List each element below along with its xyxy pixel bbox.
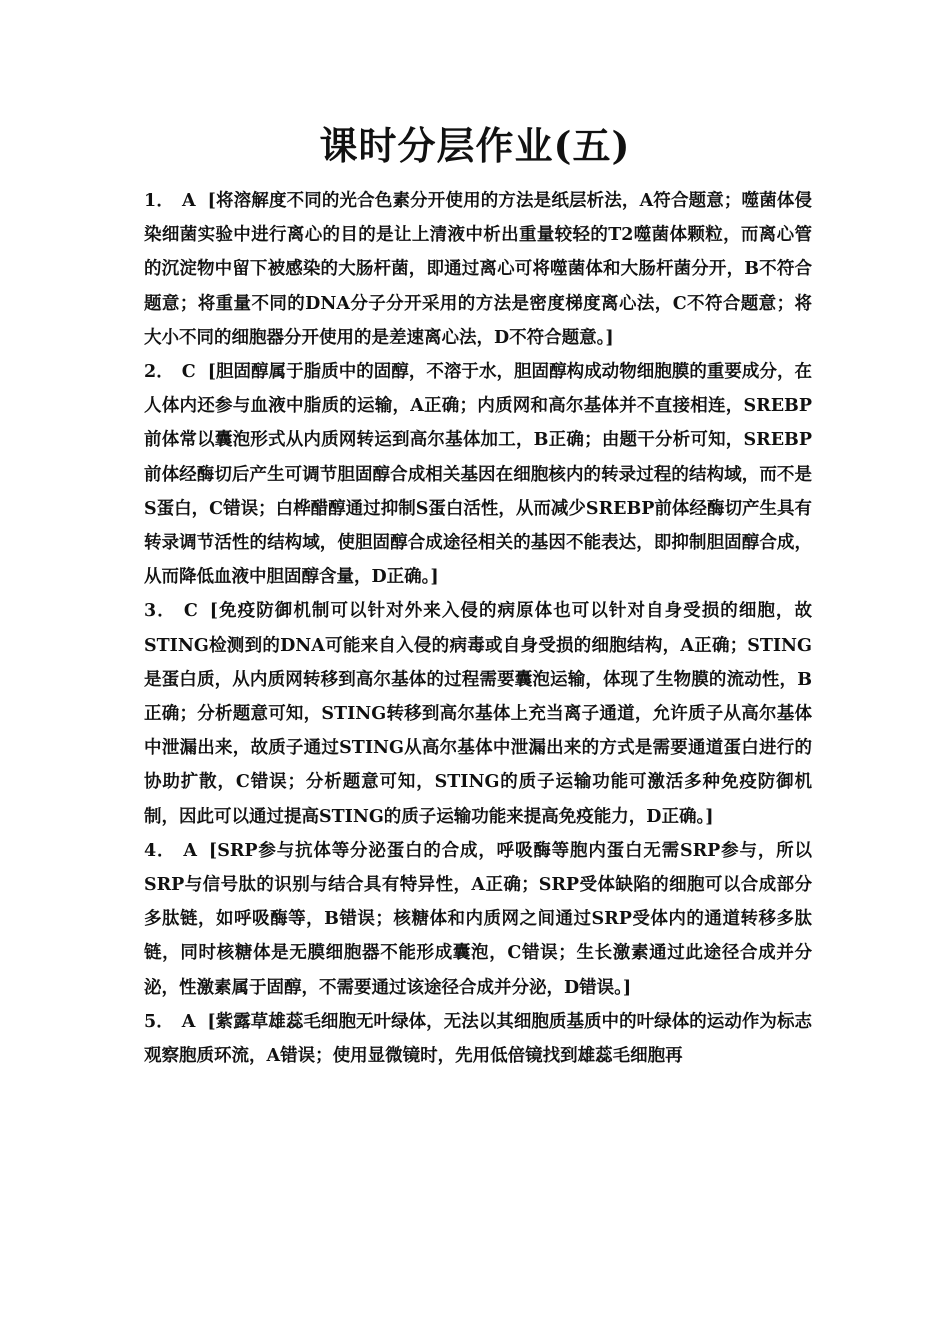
answer-item-4 bbox=[144, 834, 812, 1005]
item-number: 5． bbox=[144, 1011, 174, 1032]
answer-list bbox=[144, 184, 812, 1073]
item-explanation: [SRP参与抗体等分泌蛋白的合成，呼吸酶等胞内蛋白无需SRP参与，所以SRP与信号肽的识别与结合具有特异性，A正确；SRP受体缺陷的细胞可以合成部分多肽链，如呼吸酶等，B错误；核糖体和内质网之间通过SRP受体内的通道转移多肽链，同时核糖体是无膜细胞器不能形成囊泡，C错误；生长激素通过此途径合成并分泌，性激素属于固醇，不需要通过该途径合成并分泌，D错误。] bbox=[144, 840, 812, 998]
answer-item-1 bbox=[144, 184, 812, 355]
item-explanation: [将溶解度不同的光合色素分开使用的方法是纸层析法，A符合题意；噬菌体侵染细菌实验中进行离心的目的是让上清液中析出重量较轻的T2噬菌体颗粒，而离心管的沉淀物中留下被感染的大肠杆菌，即通过离心可将噬菌体和大肠杆菌分开，B不符合题意；将重量不同的DNA分子分开采用的方法是密度梯度离心法，C不符合题意；将大小不同的细胞器分开使用的是差速离心法，D不符合题意。] bbox=[144, 191, 812, 348]
page-title: 课时分层作业(五) bbox=[319, 123, 631, 168]
item-number: 2． bbox=[144, 362, 174, 383]
item-number: 3． bbox=[144, 601, 176, 622]
item-answer: A bbox=[183, 840, 197, 861]
answer-item-5 bbox=[144, 1005, 812, 1073]
item-number: 4． bbox=[144, 840, 176, 861]
item-answer: A bbox=[181, 191, 196, 211]
item-answer: A bbox=[181, 1011, 196, 1032]
item-explanation: [胆固醇属于脂质中的固醇，不溶于水，胆固醇构成动物细胞膜的重要成分，在人体内还参与血液中脂质的运输，A正确；内质网和高尔基体并不直接相连，SREBP前体常以囊泡形式从内质网转运到高尔基体加工，B正确；由题干分析可知，SREBP前体经酶切后产生可调节胆固醇合成相关基因在细胞核内的转录过程的结构域，而不是S蛋白，C错误；白桦醋醇通过抑制S蛋白活性，从而减少SREBP前体经酶切产生具有转录调节活性的结构域，使胆固醇合成途径相关的基因不能表达，即抑制胆固醇合成，从而降低血液中胆固醇含量，D正确。] bbox=[144, 362, 812, 588]
item-explanation: [免疫防御机制可以针对外来入侵的病原体也可以针对自身受损的细胞，故STING检测到的DNA可能来自入侵的病毒或自身受损的细胞结构，A正确；STING是蛋白质，从内质网转移到高尔基体的过程需要囊泡运输，体现了生物膜的流动性，B正确；分析题意可知，STING转移到高尔基体上充当离子通道，允许质子从高尔基体中泄漏出来，故质子通过STING从高尔基体中泄漏出来的方式是需要通道蛋白进行的协助扩散，C错误；分析题意可知，STING的质子运输功能可激活多种免疫防御机制，因此可以通过提高STING的质子运输功能来提高免疫能力，D正确。] bbox=[144, 601, 812, 827]
answer-item-2 bbox=[144, 355, 812, 594]
answer-item-3 bbox=[144, 594, 812, 833]
item-answer: C bbox=[181, 362, 196, 383]
item-answer: C bbox=[183, 601, 198, 622]
item-explanation: [紫露草雄蕊毛细胞无叶绿体，无法以其细胞质基质中的叶绿体的运动作为标志观察胞质环流，A错误；使用显微镜时，先用低倍镜找到雄蕊毛细胞再 bbox=[144, 1011, 812, 1067]
item-number: 1． bbox=[144, 191, 174, 211]
